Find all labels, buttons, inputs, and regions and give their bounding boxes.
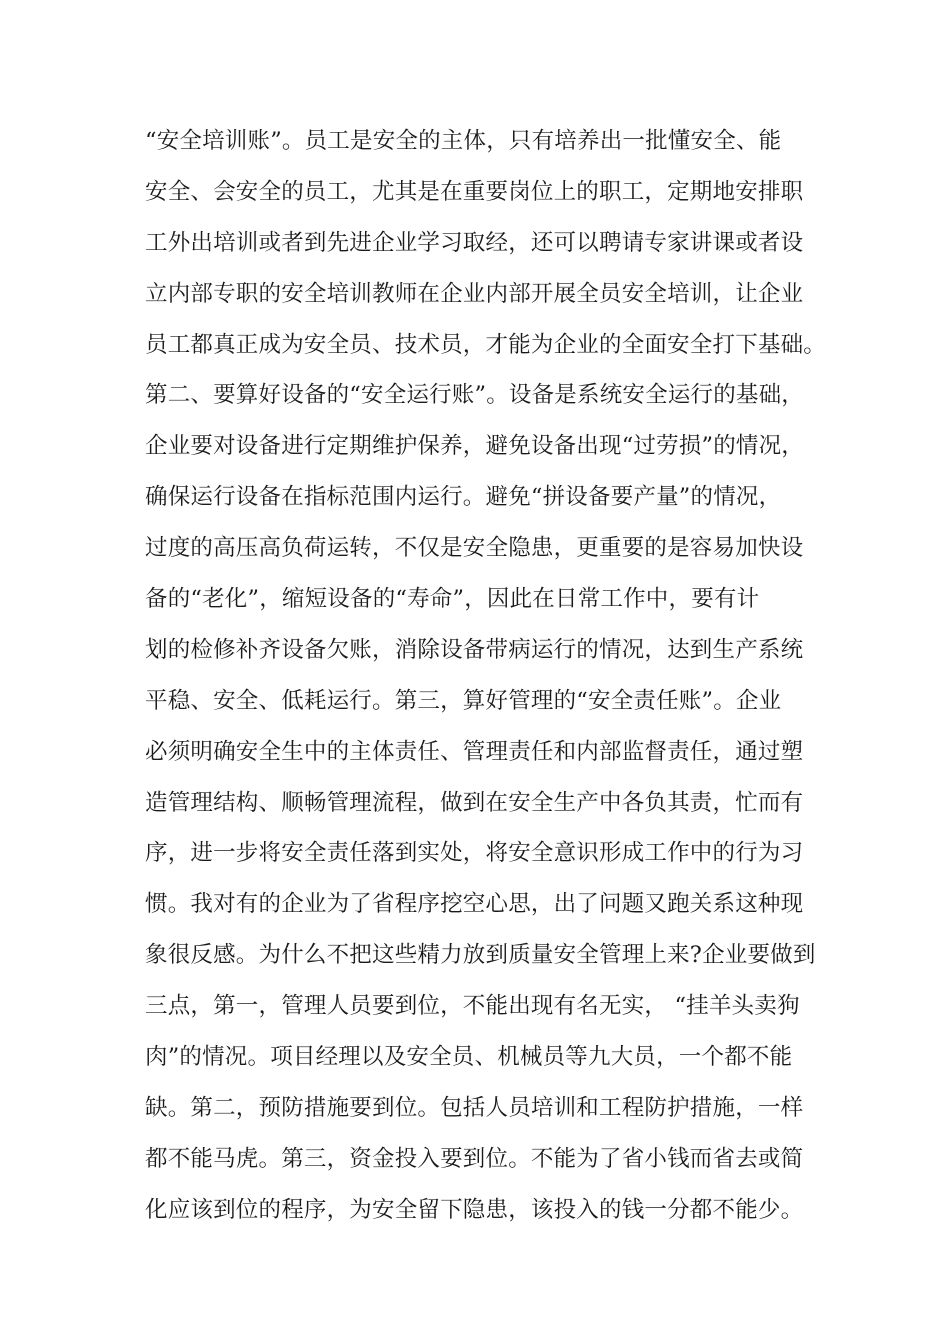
text-line: 员工都真正成为安全员、技术员，才能为企业的全面安全打下基础。 (145, 331, 827, 358)
text-line: 必须明确安全生中的主体责任、管理责任和内部监督责任，通过塑 (145, 738, 804, 765)
text-line: 划的检修补齐设备欠账，消除设备带病运行的情况，达到生产系统 (145, 636, 804, 663)
text-line: 象很反感。为什么不把这些精力放到质量安全管理上来?企业要做到 (145, 942, 816, 969)
text-line: 都不能马虎。第三，资金投入要到位。不能为了省小钱而省去或简 (145, 1145, 804, 1172)
text-line: 平稳、安全、低耗运行。第三，算好管理的“安全责任账”。企业 (145, 687, 782, 714)
text-line: 过度的高压高负荷运转，不仅是安全隐患，更重要的是容易加快设 (145, 535, 804, 562)
text-line: 企业要对设备进行定期维护保养，避免设备出现“过劳损”的情况， (145, 433, 805, 460)
text-line: 确保运行设备在指标范围内运行。避免“拼设备要产量”的情况， (145, 484, 782, 511)
text-line: 安全、会安全的员工，尤其是在重要岗位上的职工，定期地安排职 (145, 178, 804, 205)
text-line: 化应该到位的程序，为安全留下隐患，该投入的钱一分都不能少。 (145, 1196, 804, 1223)
text-line: 序，进一步将安全责任落到实处，将安全意识形成工作中的行为习 (145, 840, 804, 867)
text-line: 立内部专职的安全培训教师在企业内部开展全员安全培训，让企业 (145, 280, 804, 307)
text-line: 三点，第一，管理人员要到位，不能出现有名无实， “挂羊头卖狗 (145, 993, 800, 1020)
text-line: 第二、要算好设备的“安全运行账”。设备是系统安全运行的基础， (145, 382, 805, 409)
text-line: 惯。我对有的企业为了省程序挖空心思，出了问题又跑关系这种现 (145, 891, 804, 918)
text-line: 备的“老化”，缩短设备的“寿命”，因此在日常工作中，要有计 (145, 586, 760, 613)
text-line: 缺。第二，预防措施要到位。包括人员培训和工程防护措施，一样 (145, 1094, 804, 1121)
text-line: 肉”的情况。项目经理以及安全员、机械员等九大员，一个都不能 (145, 1044, 793, 1071)
body-text (145, 116, 845, 1236)
text-line: 工外出培训或者到先进企业学习取经，还可以聘请专家讲课或者设 (145, 229, 804, 256)
text-line: “安全培训账”。员工是安全的主体，只有培养出一批懂安全、能 (145, 128, 782, 154)
text-line: 造管理结构、顺畅管理流程，做到在安全生产中各负其责，忙而有 (145, 789, 804, 816)
